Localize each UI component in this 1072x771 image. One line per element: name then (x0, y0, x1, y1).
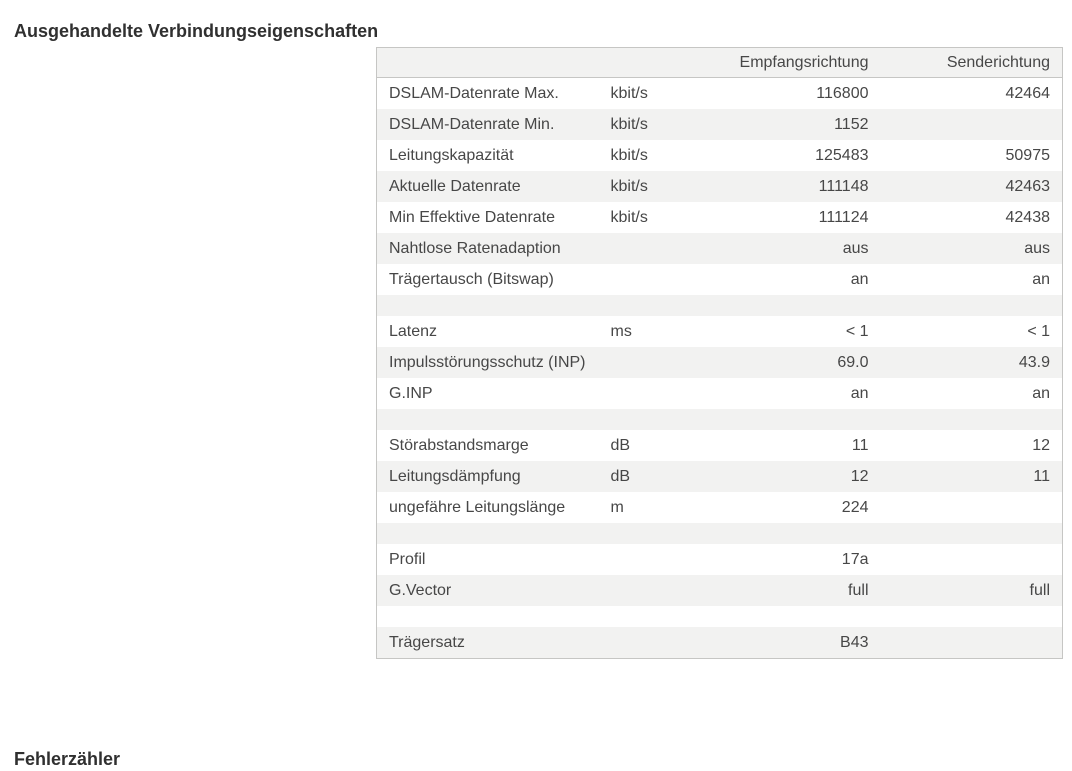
table-row (377, 171, 1063, 202)
cell-tx: an (1032, 271, 1050, 288)
cell-tx (881, 523, 1063, 544)
table-row (377, 575, 1063, 606)
table-row (377, 544, 1063, 575)
cell-label: Störabstandsmarge (389, 437, 529, 454)
cell-tx (881, 606, 1063, 627)
connection-properties-table (376, 47, 1063, 659)
cell-unit (599, 606, 701, 627)
cell-rx: 116800 (816, 85, 869, 102)
cell-rx (701, 295, 881, 316)
spacer-row (377, 523, 1063, 544)
cell-rx: 111148 (818, 178, 869, 195)
cell-unit (599, 347, 701, 378)
cell-label: Nahtlose Ratenadaption (389, 240, 561, 257)
next-section-heading-partial: Fehlerzähler (14, 749, 121, 770)
cell-rx: 69.0 (837, 354, 869, 371)
cell-rx (701, 523, 881, 544)
cell-tx (881, 295, 1063, 316)
cell-tx (881, 409, 1063, 430)
cell-rx: B43 (840, 634, 869, 651)
cell-unit (599, 264, 701, 295)
cell-rx: an (850, 385, 869, 402)
connection-properties-table-wrap (376, 47, 1062, 659)
cell-label: DSLAM-Datenrate Max. (389, 85, 559, 102)
table-row (377, 430, 1063, 461)
cell-tx: 42464 (1005, 85, 1050, 102)
table-header-row (377, 48, 1063, 78)
cell-unit (599, 233, 701, 264)
cell-unit (599, 544, 701, 575)
table-row (377, 109, 1063, 140)
cell-tx: < 1 (1027, 323, 1050, 340)
cell-tx (881, 492, 1063, 523)
cell-unit (599, 378, 701, 409)
properties-table-body (377, 78, 1063, 659)
cell-label: Leitungsdämpfung (389, 468, 521, 485)
cell-label (377, 606, 599, 627)
spacer-row (377, 295, 1063, 316)
cell-unit (599, 295, 701, 316)
cell-rx: 125483 (815, 147, 869, 164)
header-unit (599, 48, 701, 78)
header-label (377, 48, 599, 78)
cell-label: G.Vector (389, 582, 452, 599)
cell-rx: 1152 (834, 116, 869, 133)
table-row (377, 461, 1063, 492)
table-row (377, 316, 1063, 347)
cell-rx: < 1 (845, 323, 869, 340)
cell-tx (881, 544, 1063, 575)
cell-unit: kbit/s (610, 116, 648, 133)
cell-tx: full (1029, 582, 1050, 599)
header-upstream: Senderichtung (881, 48, 1063, 78)
cell-tx: 42463 (1005, 178, 1050, 195)
cell-rx: 12 (850, 468, 869, 485)
cell-unit (599, 523, 701, 544)
cell-unit: kbit/s (610, 178, 648, 195)
table-row (377, 78, 1063, 110)
spacer-row (377, 409, 1063, 430)
cell-label: Min Effektive Datenrate (389, 209, 556, 226)
cell-label: Aktuelle Datenrate (389, 178, 521, 195)
spacer-row (377, 606, 1063, 627)
cell-unit (599, 627, 701, 659)
cell-rx: 224 (841, 499, 869, 516)
table-row (377, 202, 1063, 233)
cell-rx: an (850, 271, 869, 288)
cell-unit: m (610, 499, 624, 516)
table-row (377, 140, 1063, 171)
cell-tx: 43.9 (1018, 354, 1050, 371)
cell-label: Impulsstörungsschutz (INP) (389, 354, 586, 371)
cell-rx: 11 (851, 437, 869, 454)
table-row (377, 492, 1063, 523)
cell-label: DSLAM-Datenrate Min. (389, 116, 555, 133)
cell-label (377, 295, 599, 316)
cell-tx: 50975 (1005, 147, 1050, 164)
cell-rx: aus (842, 240, 869, 257)
cell-label: ungefähre Leitungslänge (389, 499, 566, 516)
cell-unit: dB (610, 437, 631, 454)
cell-unit: kbit/s (610, 85, 648, 102)
table-row (377, 264, 1063, 295)
cell-rx: 17a (841, 551, 869, 568)
table-row (377, 627, 1063, 659)
cell-rx (701, 409, 881, 430)
cell-label: Trägertausch (Bitswap) (389, 271, 554, 288)
cell-tx: 12 (1032, 437, 1050, 454)
cell-tx (881, 627, 1063, 659)
cell-rx (701, 606, 881, 627)
page-title: Ausgehandelte Verbindungseigenschaften (14, 21, 379, 42)
table-row (377, 347, 1063, 378)
header-downstream: Empfangsrichtung (701, 48, 881, 78)
cell-label (377, 409, 599, 430)
cell-label: Profil (389, 551, 426, 568)
cell-tx: an (1032, 385, 1050, 402)
cell-unit: kbit/s (610, 209, 648, 226)
table-header (377, 48, 1063, 78)
cell-unit (599, 409, 701, 430)
table-row (377, 233, 1063, 264)
cell-label: Trägersatz (389, 634, 465, 651)
cell-unit: dB (610, 468, 631, 485)
cell-rx: 111124 (818, 209, 869, 226)
cell-label: Leitungskapazität (389, 147, 514, 164)
cell-unit (599, 575, 701, 606)
cell-label: G.INP (389, 385, 433, 402)
cell-label (377, 523, 599, 544)
cell-tx: 11 (1033, 468, 1050, 485)
cell-tx: aus (1024, 240, 1050, 257)
table-row (377, 378, 1063, 409)
cell-tx: 42438 (1005, 209, 1050, 226)
cell-unit: ms (610, 323, 632, 340)
cell-rx: full (848, 582, 869, 599)
cell-tx (881, 109, 1063, 140)
cell-label: Latenz (389, 323, 438, 340)
cell-unit: kbit/s (610, 147, 648, 164)
